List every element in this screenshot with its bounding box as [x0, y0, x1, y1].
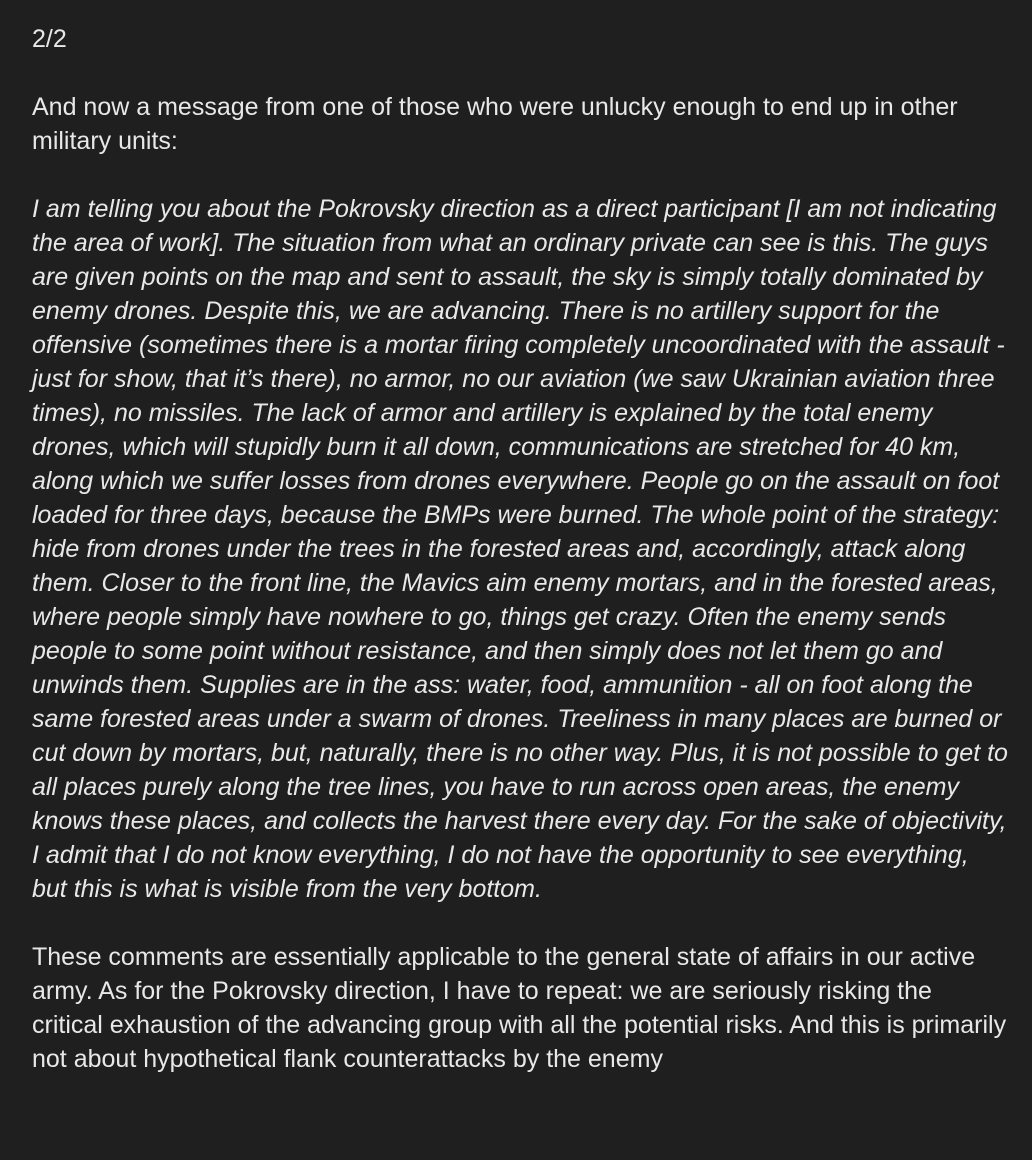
part-counter: 2/2 — [32, 25, 67, 53]
comment-paragraph: These comments are essentially applicable to the general state of affairs in our active army. As for the Pokrovsky direction, I have to repeat: we are seriously risking the critical exhaustion of the advancing group with all the potential risks. And this is primarily not about hypothetical flank counterattacks by the enemy — [32, 943, 1007, 1073]
intro-paragraph: And now a message from one of those who were unlucky enough to end up in other military units: — [32, 93, 958, 155]
quoted-paragraph: I am telling you about the Pokrovsky direction as a direct participant [I am not indicating the area of work]. The situation from what an ordinary private can see is this. The guys are given points on the map and sent to assault, the sky is simply totally dominated by enemy drones. Despite this, we are advancing. There is no artillery support for the offensive (sometimes there is a mortar firing completely uncoordinated with the assault - just for show, that it’s there), no armor, no our aviation (we saw Ukrainian aviation three times), no missiles. The lack of armor and artillery is explained by the total enemy drones, which will stupidly burn it all down, communications are stretched for 40 km, along which we suffer losses from drones everywhere. People go on the assault on foot loaded for three days, because the BMPs were burned. The whole point of the strategy: hide from drones under the trees in the forested areas and, accordingly, attack along them. Closer to the front line, the Mavics aim enemy mortars, and in the forested areas, where people simply have nowhere to go, things get crazy. Often the enemy sends people to some point without resistance, and then simply does not let them go and unwinds them. Supplies are in the ass: water, food, ammunition - all on foot along the same forested areas under a swarm of drones. Treeliness in many places are burned or cut down by mortars, but, naturally, there is no other way. Plus, it is not possible to get to all places purely along the tree lines, you have to run across open areas, the enemy knows these places, and collects the harvest there every day. For the sake of objectivity, I admit that I do not know everything, I do not have the opportunity to see everything, but this is what is visible from the very bottom. — [32, 195, 1008, 903]
